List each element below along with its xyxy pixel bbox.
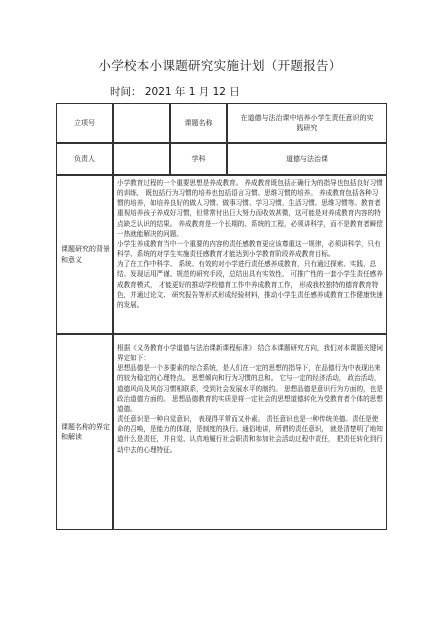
table-row-background [56,175,387,334]
background-content [113,175,387,334]
definition-paragraph-3: 责任意识是一种自觉意识， 表现得平常而又朴素。 责任意识也是一种传统美德。责任是使命的召唤，是能力的体现，是制度的执行。通俗地讲，所谓的责任意识， 就是清楚明了地知道什么是责任，并自觉、认真地履行社会职责和参加社会活动过程中责任， 把责任转化到行动中去的心理特征。 [117,415,383,454]
topic-name-value: 在道德与法治课中培养小学生责任意识的实践研究 [227,103,387,143]
project-number-label: 立项号 [56,103,113,143]
topic-name-label: 课题名称 [170,103,227,143]
document-title: 小学校本小课题研究实施计划（开题报告） [98,58,342,73]
background-paragraph-1: 小学教育过程的一个重要思想是养成教育。 养成教育既包括正确行为的指导也包括良好习惯的训练， 既包括行为习惯的培养也包括语言习惯、思维习惯的培养。 养成教育包括各种习惯的培养，如培养良好的做人习惯、做事习惯、学习习惯、生活习惯、思维习惯等。教育者重视培养孩子养成好习惯，但常常付出巨大努力而收效甚微，这可能是对养成教育内容的特点缺乏认识的结果。 养成教育是一个长期的、系统的工程，必须讲科学，而不是教育者瞬偿一热就能解决的问题。 [117,179,383,238]
table-row-project [56,103,387,143]
background-paragraph-3: 为了在工作中科学、 系统、有效的对小学进行责任感养成教育，只有通过探索、实践、总结、发现运用严谨、规范的研究手段，总结出具有实效性、 可推广性的一套小学生责任感养成教育模式， 才能更好的推动学校德育工作中养成教育工作， 形成我校独特的德育教育特色，并通过论文、 研究报告等形式形成经验材料，推动小学生责任感养成教育工作健康快速的发展。 [117,260,383,309]
leader-value [113,143,170,175]
definition-paragraph-1: 根据《义务教育小学道德与法治课新课程标准》 结合本课题研究方向，我们对本课题关键词界定如下： [117,344,383,363]
background-paragraph-2: 小学生养成教育当中一个重要的内容的责任感教育更应该尊重这一规律，必须讲科学，只有科学、系统的对学生实施责任感教育才能达到小学教育阶段养成教育目标。 [117,239,381,259]
definition-content [113,334,387,530]
definition-label: 课题名称的界定和解读 [56,334,113,530]
definition-paragraph-2: 思想品德是一个多要素的综合系统，是人们在一定的思想的指导下，在品德行为中表现出来的较为稳定的心理特点。 思想倾向和行为习惯的总和。 它与一定的经济活动， 政治活动，道德风尚及风俗习惯相联系，受到社会发展水平的制约。 思想品德是意识行为方面的，也是政治道德方面的。 思想品德教育的实质是将一定社会的思想道德转化为受教育者个体的思想道德。 [117,364,383,413]
date-line: 时间： 2021 年 1 月 12 日 [110,86,240,98]
table-row-leader [56,143,387,175]
table-row-definition [56,334,387,530]
leader-label: 负责人 [56,143,113,175]
project-number-value [113,103,170,143]
subject-value: 道德与法治课 [227,143,387,175]
background-label: 课题研究的背景和意义 [56,175,113,334]
subject-label: 学科 [170,143,227,175]
